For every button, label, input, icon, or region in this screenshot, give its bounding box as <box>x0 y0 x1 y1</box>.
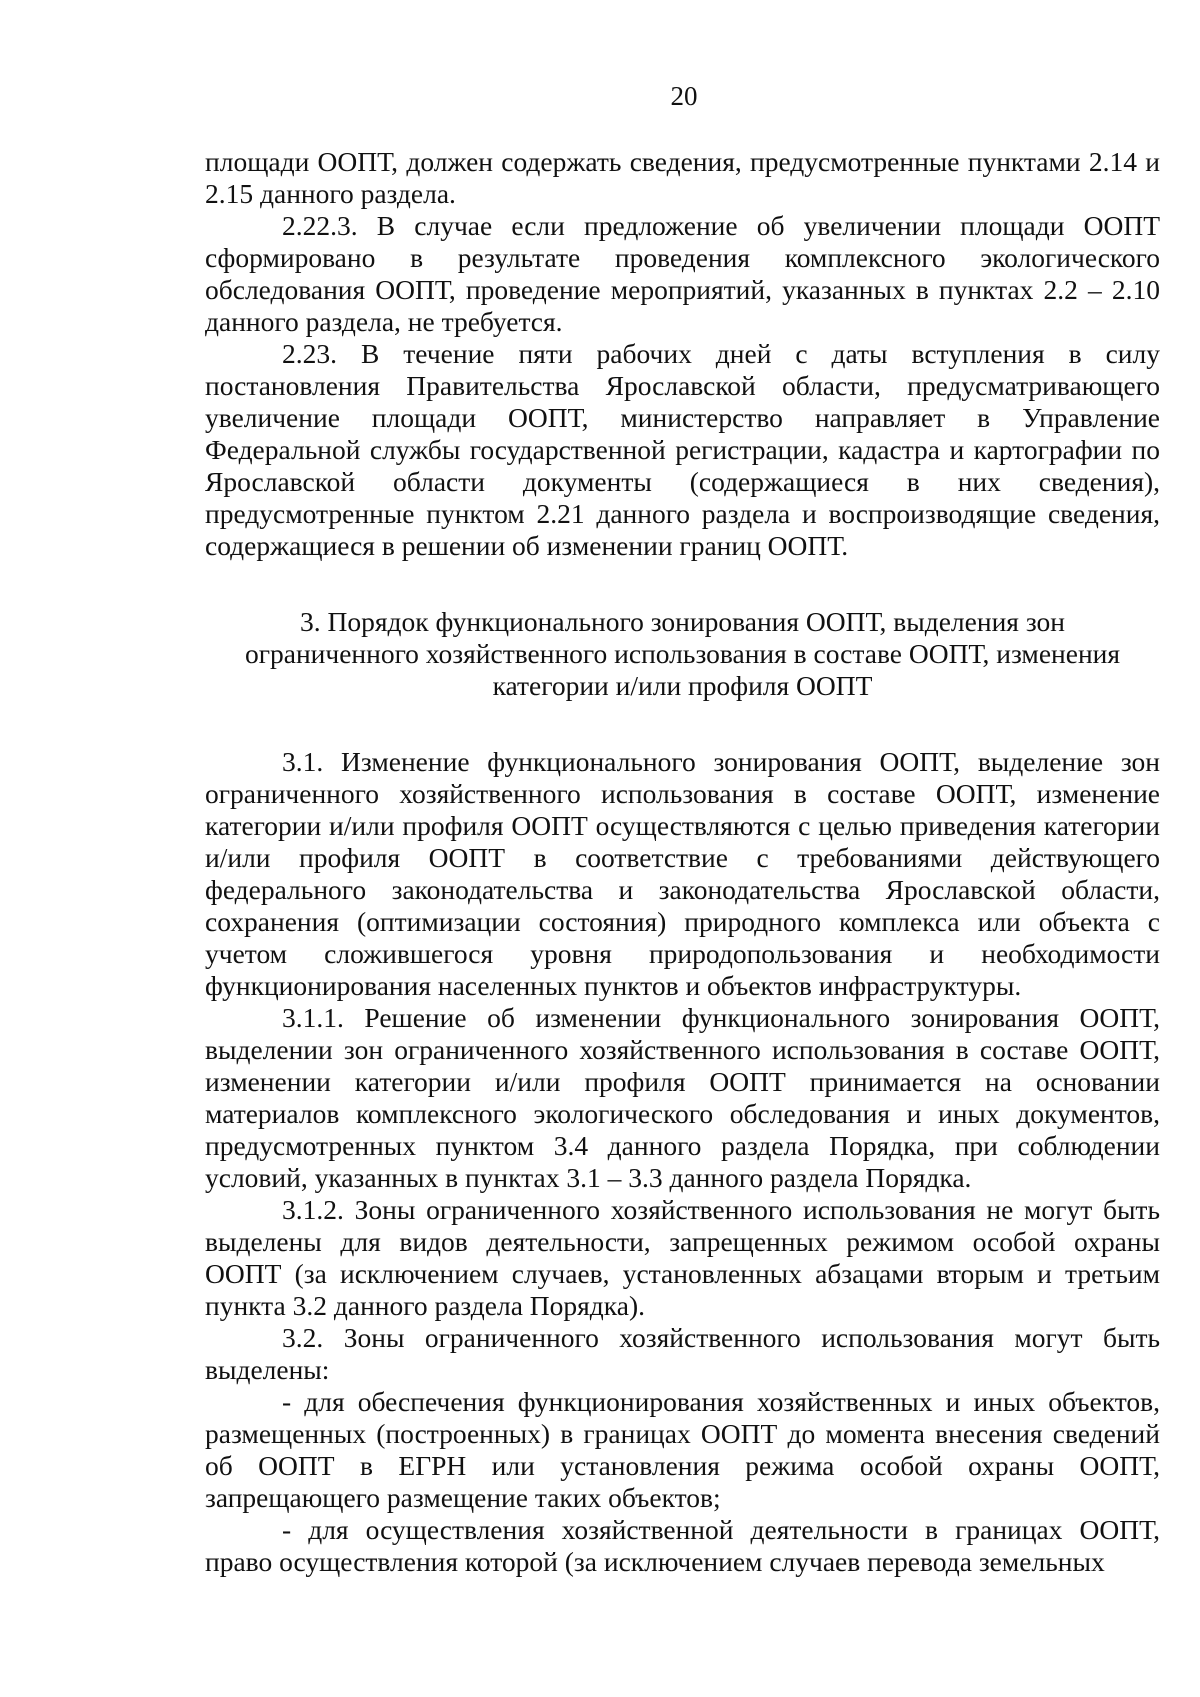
section-heading <box>205 606 1160 702</box>
paragraph-2-22-3: 2.22.3. В случае если предложение об увеличении площади ООПТ сформировано в результате проведения комплексного экологического обследования ООПТ, проведение мероприятий, указанных в пунктах 2.2 – 2.10 данного раздела, не требуется. <box>205 210 1160 337</box>
list-item-dash-1: - для обеспечения функционирования хозяйственных и иных объектов, размещенных (построенных) в границах ООПТ до момента внесения сведений об ООПТ в ЕГРН или установления режима особой охраны ООПТ, запрещающего размещение таких объектов; <box>205 1386 1160 1513</box>
paragraph-2-23: 2.23. В течение пяти рабочих дней с даты вступления в силу постановления Правительства Ярославской области, предусматривающего увеличение площади ООПТ, министерство направляет в Управление Федеральной службы государственной регистрации, кадастра и картографии по Ярославской области документы (содержащиеся в них сведения), предусмотренные пунктом 2.21 данного раздела и воспроизводящие сведения, содержащиеся в решении об изменении границ ООПТ. <box>205 338 1160 561</box>
paragraph-3-1-1: 3.1.1. Решение об изменении функционального зонирования ООПТ, выделении зон ограниченного хозяйственного использования в составе ООПТ, изменении категории и/или профиля ООПТ принимается на основании материалов комплексного экологического обследования и иных документов, предусмотренных пунктом 3.4 данного раздела Порядка, при соблюдении условий, указанных в пунктах 3.1 – 3.3 данного раздела Порядка. <box>205 1002 1160 1193</box>
list-item-dash-2: - для осуществления хозяйственной деятельности в границах ООПТ, право осуществления которой (за исключением случаев перевода земельных <box>205 1514 1160 1577</box>
section-heading-line-1: 3. Порядок функционального зонирования ООПТ, выделения зон <box>299 606 1065 637</box>
document-body <box>205 146 1160 1578</box>
paragraph-3-1-2: 3.1.2. Зоны ограниченного хозяйственного использования не могут быть выделены для видов деятельности, запрещенных режимом особой охраны ООПТ (за исключением случаев, установленных абзацами вторым и третьим пункта 3.2 данного раздела Порядка). <box>205 1194 1160 1321</box>
paragraph-continuation: площади ООПТ, должен содержать сведения, предусмотренные пунктами 2.14 и 2.15 данного раздела. <box>205 146 1160 209</box>
paragraph-3-1: 3.1. Изменение функционального зонирования ООПТ, выделение зон ограниченного хозяйственного использования в составе ООПТ, изменение категории и/или профиля ООПТ осуществляются с целью приведения категории и/или профиля ООПТ в соответствие с требованиями действующего федерального законодательства и законодательства Ярославской области, сохранения (оптимизации состояния) природного комплекса или объекта с учетом сложившегося уровня природопользования и необходимости функционирования населенных пунктов и объектов инфраструктуры. <box>205 746 1160 1001</box>
paragraph-3-2: 3.2. Зоны ограниченного хозяйственного использования могут быть выделены: <box>205 1322 1160 1385</box>
page-number: 20 <box>670 81 698 111</box>
section-heading-line-3: категории и/или профиля ООПТ <box>492 670 873 701</box>
section-heading-line-2: ограниченного хозяйственного использования в составе ООПТ, изменения <box>244 638 1121 669</box>
